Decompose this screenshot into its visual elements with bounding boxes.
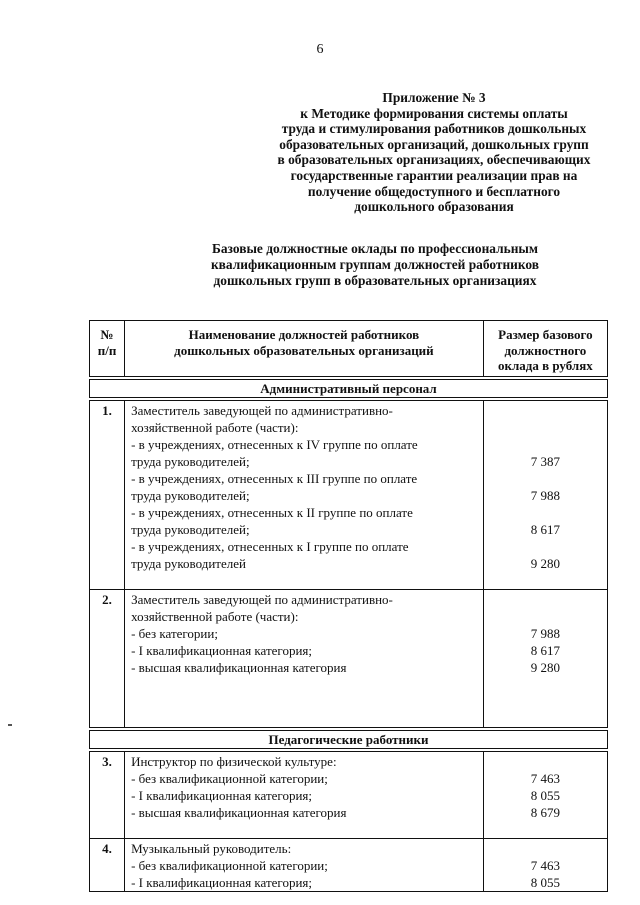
appendix-line: труда и стимулирования работников дошкольных xyxy=(281,121,587,137)
document-title-line: Базовые должностные оклады по профессиональным xyxy=(212,241,538,256)
row-spacer xyxy=(131,710,479,727)
position-name xyxy=(125,751,484,838)
row-number: 2. xyxy=(90,589,125,727)
appendix-line: образовательных организаций, дошкольных групп xyxy=(279,136,589,152)
salary-values xyxy=(483,751,607,838)
salary-value xyxy=(484,470,607,487)
section-row xyxy=(90,730,608,748)
table-row xyxy=(90,751,608,838)
position-line: - в учреждениях, отнесенных к I группе по оплате xyxy=(131,538,409,554)
position-line: - без квалификационной категории; xyxy=(131,770,328,786)
page-number: 6 xyxy=(316,42,324,57)
header-size: Размер базового должностного оклада в рублях xyxy=(483,321,607,377)
position-line: - I квалификационная категория; xyxy=(131,787,312,803)
position-line: - в учреждениях, отнесенных к IV группе по оплате xyxy=(131,436,418,452)
position-line: - без категории; xyxy=(131,625,218,641)
row-number: 1. xyxy=(90,400,125,589)
salary-value xyxy=(484,419,607,436)
position-line: Заместитель заведующей по административно- xyxy=(131,402,393,418)
section-title: Педагогические работники xyxy=(90,730,608,748)
section-row xyxy=(90,379,608,397)
section-title: Административный персонал xyxy=(90,379,608,397)
position-name xyxy=(125,400,484,589)
salary-values xyxy=(483,400,607,589)
row-number: 3. xyxy=(90,751,125,838)
header-name: Наименование должностей работников дошкольных образовательных организаций xyxy=(125,321,484,377)
salary-value: 8 055 xyxy=(530,787,560,803)
table-row xyxy=(90,589,608,727)
position-line: - в учреждениях, отнесенных к III группе по оплате xyxy=(131,470,418,486)
position-name xyxy=(125,589,484,727)
salary-value: 8 617 xyxy=(530,642,560,658)
appendix-line: дошкольного образования xyxy=(354,199,514,215)
document-title xyxy=(160,241,590,288)
position-line: - I квалификационная категория; xyxy=(131,642,312,658)
position-line: хозяйственной работе (части): xyxy=(131,419,299,435)
position-line: - в учреждениях, отнесенных к II группе по оплате xyxy=(131,504,413,520)
position-line: труда руководителей; xyxy=(131,453,250,469)
salary-value xyxy=(484,402,607,419)
position-line: труда руководителей; xyxy=(131,487,250,503)
row-spacer xyxy=(131,676,479,693)
position-line: Заместитель заведующей по административно- xyxy=(131,591,393,607)
position-line: - I квалификационная категория; xyxy=(131,874,312,890)
row-number: 4. xyxy=(90,838,125,891)
salary-value: 9 280 xyxy=(530,555,560,571)
position-line: - высшая квалификационная категория xyxy=(131,804,347,820)
appendix-title: Приложение № 3 xyxy=(382,90,486,105)
row-spacer xyxy=(131,693,479,710)
appendix-header xyxy=(250,90,618,215)
salary-value xyxy=(484,840,607,857)
margin-mark xyxy=(8,724,12,726)
salary-value: 7 387 xyxy=(530,453,560,469)
salary-values xyxy=(483,589,607,727)
salary-value: 8 679 xyxy=(530,804,560,820)
salary-value: 7 988 xyxy=(530,487,560,503)
document-title-line: дошкольных групп в образовательных организациях xyxy=(213,272,537,288)
position-line: труда руководителей xyxy=(131,555,246,571)
salary-value: 7 463 xyxy=(530,857,560,873)
salary-value: 8 055 xyxy=(530,874,560,890)
salary-table xyxy=(89,320,608,892)
position-line: труда руководителей; xyxy=(131,521,250,537)
position-line: - без квалификационной категории; xyxy=(131,857,328,873)
salary-values xyxy=(483,838,607,891)
document-title-line: квалификационным группам должностей работников xyxy=(210,256,540,272)
appendix-line: государственные гарантии реализации прав на xyxy=(290,167,578,183)
position-line: Музыкальный руководитель: xyxy=(131,840,292,856)
appendix-line: получение общедоступного и бесплатного xyxy=(307,183,561,199)
position-line: Инструктор по физической культуре: xyxy=(131,753,337,769)
appendix-line: в образовательных организациях, обеспечивающих xyxy=(277,152,591,168)
row-spacer xyxy=(131,821,479,838)
position-line: хозяйственной работе (части): xyxy=(131,608,299,624)
salary-value xyxy=(484,436,607,453)
salary-value xyxy=(484,591,607,608)
header-num: № п/п xyxy=(90,321,125,377)
salary-value xyxy=(484,538,607,555)
position-name xyxy=(125,838,484,891)
salary-value xyxy=(484,608,607,625)
row-spacer xyxy=(131,572,479,589)
salary-value: 7 463 xyxy=(530,770,560,786)
appendix-line: к Методике формирования системы оплаты xyxy=(300,105,568,121)
position-line: - высшая квалификационная категория xyxy=(131,659,347,675)
salary-value xyxy=(484,504,607,521)
table-row xyxy=(90,400,608,589)
salary-value: 9 280 xyxy=(530,659,560,675)
table-header-row xyxy=(90,321,608,377)
salary-value: 7 988 xyxy=(530,625,560,641)
salary-value: 8 617 xyxy=(530,521,560,537)
table-row xyxy=(90,838,608,891)
salary-value xyxy=(484,753,607,770)
